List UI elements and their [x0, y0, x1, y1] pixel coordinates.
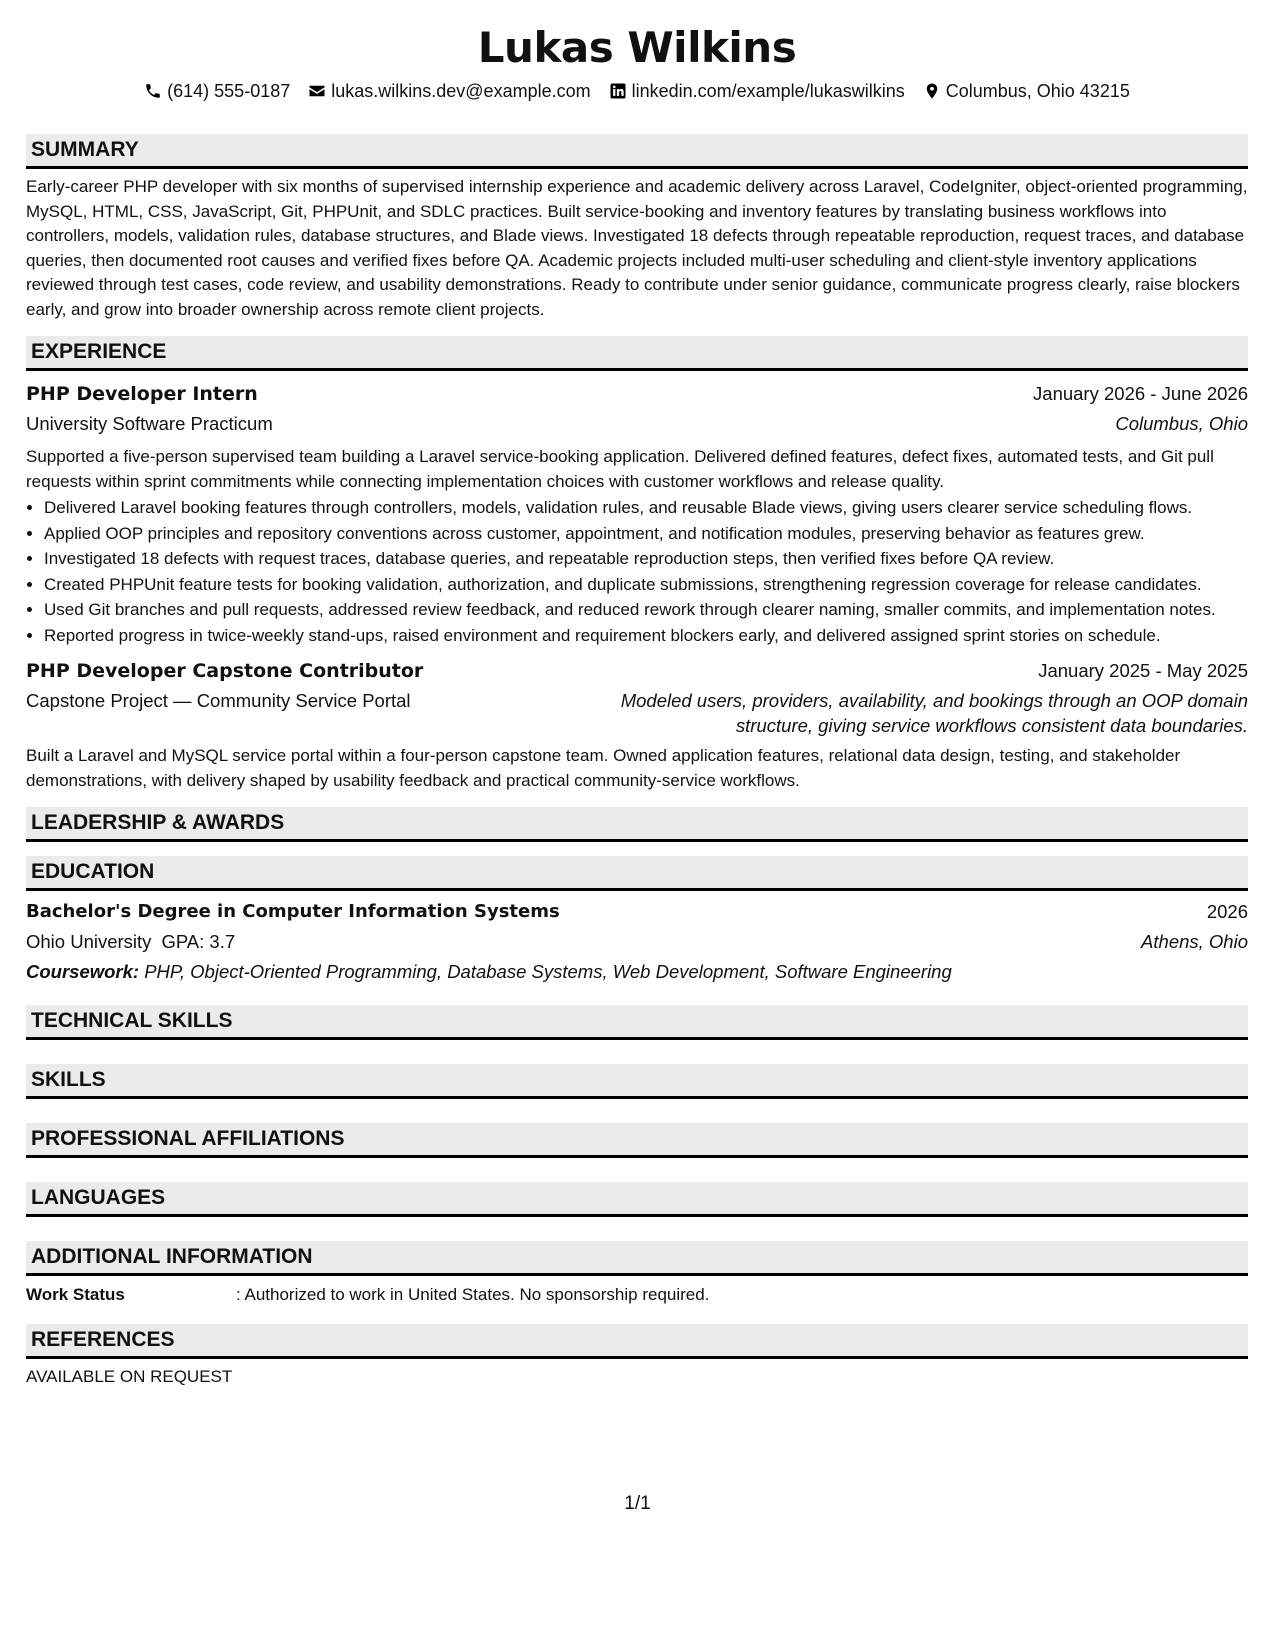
references-text: AVAILABLE ON REQUEST: [26, 1367, 233, 1386]
page-number: 1/1: [624, 1493, 651, 1514]
education-item: [26, 897, 1248, 987]
section-header-experience: EXPERIENCE: [26, 336, 1248, 371]
section-header-technical-skills: TECHNICAL SKILLS: [26, 1005, 1248, 1040]
section-header-references: REFERENCES: [26, 1324, 1248, 1359]
phone-icon: [144, 82, 162, 100]
phone-text: (614) 555-0187: [167, 80, 291, 101]
candidate-name: Lukas Wilkins: [477, 23, 797, 72]
section-header-leadership: LEADERSHIP & AWARDS: [26, 807, 1248, 842]
job-organization: University Software Practicum: [26, 413, 273, 434]
resume-page: [26, 22, 1248, 1389]
section-header-skills: SKILLS: [26, 1064, 1248, 1099]
experience-item: [26, 656, 1248, 793]
job-description: Built a Laravel and MySQL service portal within a four-person capstone team. Owned application features, relational data design, testing, and stakeholder demonstrations, with delivery shaped by usability feedback and practical community-service workflows.: [26, 746, 1181, 790]
school-text: Ohio University: [26, 931, 152, 952]
job-description: Supported a five-person supervised team building a Laravel service-booking application. Delivered defined features, defect fixes, automated tests, and Git pull requests within sprint commitments while connecting implementation choices with customer workflows and release quality.: [26, 447, 1214, 491]
job-location: Modeled users, providers, availability, and bookings through an OOP domain structure, giving service workflows consistent data boundaries.: [620, 690, 1248, 736]
section-header-affiliations: PROFESSIONAL AFFILIATIONS: [26, 1123, 1248, 1158]
location-text: Columbus, Ohio 43215: [945, 80, 1130, 101]
job-dates: January 2025 - May 2025: [1038, 660, 1248, 681]
contact-location: [923, 81, 1130, 102]
additional-label: Work Status: [26, 1285, 125, 1304]
linkedin-text: linkedin.com/example/lukaswilkins: [631, 80, 905, 101]
coursework-text: PHP, Object-Oriented Programming, Database Systems, Web Development, Software Engineering: [144, 961, 952, 982]
email-text: lukas.wilkins.dev@example.com: [331, 80, 591, 101]
envelope-icon: [308, 82, 326, 100]
gpa-text: GPA: 3.7: [161, 931, 236, 952]
job-title: PHP Developer Intern: [26, 383, 258, 405]
linkedin-icon: [609, 82, 627, 100]
job-dates: January 2026 - June 2026: [1033, 383, 1248, 404]
job-bullets: [26, 496, 1248, 648]
experience-item: [26, 379, 1248, 648]
summary-text: Early-career PHP developer with six months of supervised internship experience and academic delivery across Laravel, CodeIgniter, object-oriented programming, MySQL, HTML, CSS, JavaScript, Git, PHPUnit, and SDLC practices. Built service-booking and inventory features by translating business workflows into controllers, models, validation rules, database structures, and Blade views. Investigated 18 defects through repeatable reproduction, request traces, and database queries, then documented root causes and verified fixes before QA. Academic projects included multi-user scheduling and client-style inventory applications reviewed through test cases, code review, and usability demonstrations. Ready to contribute under senior guidance, communicate progress clearly, raise blockers early, and grow into broader ownership across remote client projects.: [26, 177, 1248, 319]
list-item: • Used Git branches and pull requests, addressed review feedback, and reduced rework through clearer naming, smaller commits, and implementation notes.: [44, 598, 1248, 623]
contact-email[interactable]: [308, 81, 590, 102]
job-title: PHP Developer Capstone Contributor: [26, 660, 424, 682]
degree-year: 2026: [1206, 901, 1248, 922]
job-location: Columbus, Ohio: [1115, 413, 1248, 434]
list-item: • Delivered Laravel booking features through controllers, models, validation rules, and reusable Blade views, giving users clearer service scheduling flows.: [44, 496, 1248, 521]
map-pin-icon: [923, 82, 941, 100]
coursework-label: Coursework:: [26, 961, 140, 982]
additional-value: : Authorized to work in United States. No sponsorship required.: [236, 1285, 710, 1304]
section-header-additional: ADDITIONAL INFORMATION: [26, 1241, 1248, 1276]
list-item: • Applied OOP principles and repository conventions across customer, appointment, and notification modules, preserving behavior as features grew.: [44, 522, 1248, 547]
job-organization: Capstone Project — Community Service Portal: [26, 690, 411, 711]
section-header-summary: SUMMARY: [26, 134, 1248, 169]
contact-linkedin[interactable]: [609, 81, 905, 102]
school-name: [26, 927, 235, 957]
contact-phone: [144, 81, 290, 102]
additional-row: [26, 1280, 1248, 1310]
list-item: • Reported progress in twice-weekly stand-ups, raised environment and requirement blockers early, and delivered assigned sprint stories on schedule.: [44, 624, 1248, 649]
list-item: • Created PHPUnit feature tests for booking validation, authorization, and duplicate submissions, strengthening regression coverage for release candidates.: [44, 573, 1248, 598]
coursework: [26, 957, 1248, 987]
list-item: • Investigated 18 defects with request traces, database queries, and repeatable reproduction steps, then verified fixes before QA review.: [44, 547, 1248, 572]
degree-title: Bachelor's Degree in Computer Information Systems: [26, 901, 560, 922]
section-header-education: EDUCATION: [26, 856, 1248, 891]
section-header-languages: LANGUAGES: [26, 1182, 1248, 1217]
contact-bar: [26, 78, 1248, 104]
school-location: Athens, Ohio: [1141, 931, 1248, 952]
